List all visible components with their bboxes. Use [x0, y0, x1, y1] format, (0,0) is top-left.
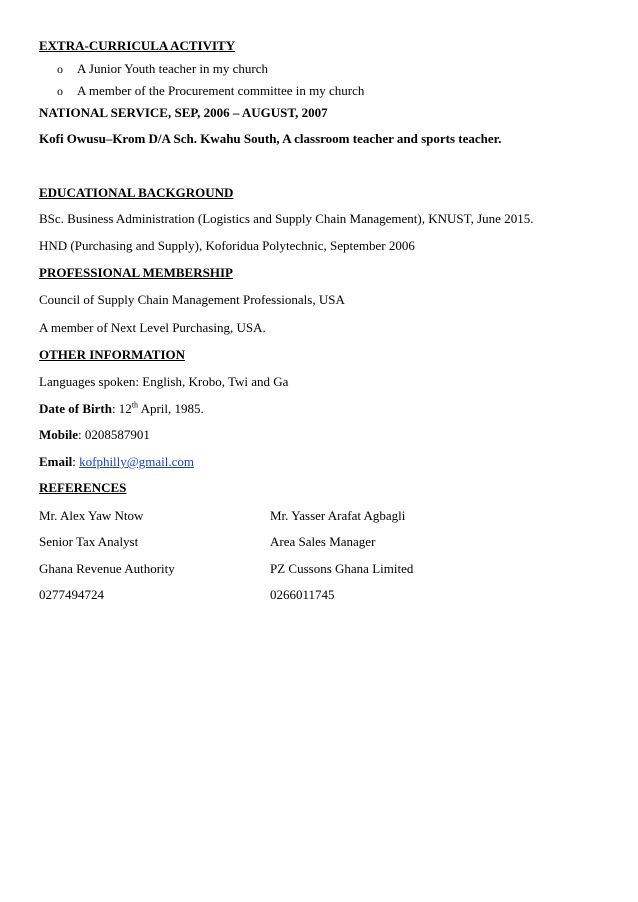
mobile-value: : 0208587901 [78, 427, 150, 442]
dob-day: : 12 [111, 401, 132, 416]
dob-rest: April, 1985. [138, 401, 204, 416]
email [39, 454, 194, 470]
ref1-organization: Ghana Revenue Authority [39, 561, 175, 576]
references-heading: REFERENCES [39, 480, 127, 495]
dob-suffix: th [131, 400, 139, 410]
membership-item-2: A member of Next Level Purchasing, USA. [39, 320, 266, 335]
mobile-label: Mobile [39, 427, 78, 442]
national-service-heading: NATIONAL SERVICE, SEP, 2006 – AUGUST, 2007 [39, 105, 328, 120]
education-item-1: BSc. Business Administration (Logistics and Supply Chain Management), KNUST, June 2015. [39, 211, 534, 226]
email-sep: : [72, 454, 80, 469]
other-info-heading: OTHER INFORMATION [39, 347, 186, 362]
ref1-title: Senior Tax Analyst [39, 534, 139, 549]
bullet-marker: o [57, 84, 63, 98]
ref1-phone: 0277494724 [39, 587, 104, 602]
membership-item-1: Council of Supply Chain Management Professionals, USA [39, 292, 345, 307]
education-heading: EDUCATIONAL BACKGROUND [39, 185, 234, 200]
membership-heading: PROFESSIONAL MEMBERSHIP [39, 265, 233, 280]
dob-label: Date of Birth [39, 401, 112, 416]
email-label: Email [39, 454, 73, 469]
ref2-organization: PZ Cussons Ghana Limited [270, 561, 414, 576]
ref2-phone: 0266011745 [270, 587, 335, 602]
ref2-title: Area Sales Manager [270, 534, 376, 549]
education-item-2: HND (Purchasing and Supply), Koforidua Polytechnic, September 2006 [39, 238, 415, 253]
ref2-name: Mr. Yasser Arafat Agbagli [270, 508, 406, 523]
languages-text: Languages spoken: English, Krobo, Twi and Ga [39, 374, 289, 389]
date-of-birth [39, 401, 204, 417]
email-link[interactable]: kofphilly@gmail.com [79, 454, 194, 469]
national-service-detail: Kofi Owusu–Krom D/A Sch. Kwahu South, A classroom teacher and sports teacher. [39, 131, 502, 146]
ref1-name: Mr. Alex Yaw Ntow [39, 508, 144, 523]
bullet-marker: o [57, 62, 63, 76]
extra-curricula-heading: EXTRA-CURRICULA ACTIVITY [39, 38, 236, 53]
extra-item-2: A member of the Procurement committee in my church [77, 83, 365, 98]
mobile [39, 427, 150, 443]
extra-item-1: A Junior Youth teacher in my church [77, 61, 269, 76]
